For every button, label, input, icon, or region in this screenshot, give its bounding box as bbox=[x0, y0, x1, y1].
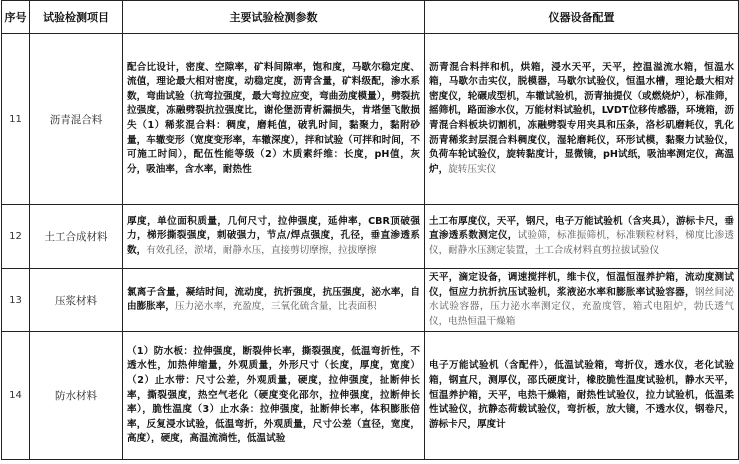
row-item: 压浆材料 bbox=[30, 269, 123, 332]
row-params bbox=[123, 34, 425, 205]
table-row bbox=[2, 269, 739, 332]
row-number: 14 bbox=[2, 332, 30, 460]
row-number: 11 bbox=[2, 34, 30, 205]
equipment-text-light: 旋转压实仪 bbox=[448, 163, 497, 175]
header-params: 主要试验检测参数 bbox=[123, 1, 425, 34]
equipment-text: 沥青混合料拌和机，烘箱，浸水天平，天平，控温溢流水箱，恒温水箱，马歇尔击实仪，脱模器，马歇尔试验仪，恒温水槽，理论最大相对密度仪，轮碾成型机，车辙试验机，沥青抽提仪（或燃烧炉），标准筛，摇筛机，路面渗水仪，万能材料试验机，LVDT位移传感器，环境箱，沥青混合料板块切割机，冻融劈裂专用夹具和压条，洛杉矶磨耗仪，乳化沥青稀浆封层混合料稠度仪，湿轮磨耗仪，环形试模，黏聚力试验仪，负荷车轮试验仪，旋转黏度计，显微镜，pH试纸，吸油率测定仪，高温炉， bbox=[429, 61, 734, 175]
header-item: 试验检测项目 bbox=[30, 1, 123, 34]
params-text-light: 压力泌水率，充盈度，三氧化硫含量，比表面积 bbox=[174, 301, 377, 313]
row-equipment bbox=[425, 205, 739, 269]
row-params bbox=[123, 205, 425, 269]
row-equipment bbox=[425, 332, 739, 460]
row-equipment bbox=[425, 34, 739, 205]
row-item: 沥青混合料 bbox=[30, 34, 123, 205]
table-row bbox=[2, 332, 739, 460]
params-text: 配合比设计，密度、空隙率，矿料间隙率，饱和度，马歇尔稳定度、流值，理论最大相对密度，动稳定度，沥青含量，矿料级配，渗水系数，弯曲试验（抗弯拉强度，最大弯拉应变，弯曲劲度模量），劈裂抗拉强度，冻融劈裂抗拉强度比，谢伦堡沥青析漏损失，肯塔堡飞散损失（1）稀浆混合料：稠度，磨耗值，破乳时间，黏聚力，黏附砂量，车辙变形（宽度变形率，车辙深度），拌和试验（可拌和时间，不可施工时间），配伍性能等级（2）木质素纤维：长度，pH值，灰分，吸油率，含水率，耐热性 bbox=[127, 61, 420, 175]
equipment-text: 土工布厚度仪，天平，钢尺，电子万能试验机（含夹具），游标卡尺，垂直渗透系数测定仪， bbox=[429, 215, 734, 242]
row-item: 防水材料 bbox=[30, 332, 123, 460]
row-equipment bbox=[425, 269, 739, 332]
params-text-light: 有效孔径，淤堵，耐静水压，直接剪切摩擦，拉拔摩擦 bbox=[146, 244, 377, 256]
equipment-text-light: 钢丝间泌水试验容器，压力泌水率测定仪，充盈度管，箱式电阻炉，勃氏透气仪，电热恒温干燥箱 bbox=[429, 286, 735, 327]
equipment-text: 天平，滴定设备，调速搅拌机，维卡仪，恒温恒湿养护箱，流动度测试仪，恒应力抗折抗压试验机，浆液泌水率和膨胀率试验容器， bbox=[429, 272, 734, 298]
row-number: 13 bbox=[2, 269, 30, 332]
params-text: 氯离子含量，凝结时间，流动度，抗折强度，抗压强度，泌水率，自由膨胀率， bbox=[127, 286, 420, 313]
table-row bbox=[2, 34, 739, 205]
params-text: （1）防水板：拉伸强度，断裂伸长率，撕裂强度，低温弯折性，不透水性，加热伸缩量，外观质量，外形尺寸（长度，厚度，宽度）（2）止水带：尺寸公差，外观质量，硬度，拉伸强度，扯断伸长率，撕裂强度，热空气老化（硬度变化邵尔，拉伸强度，拉断伸长率），脆性温度（3）止水条：拉伸强度，扯断伸长率，体积膨胀倍率，反复浸水试验，低温弯折，外观质量，尺寸公差（直径，宽度，高度），硬度，高温流淌性，低温试验 bbox=[127, 345, 420, 445]
header-row bbox=[2, 1, 739, 34]
test-items-table bbox=[1, 0, 739, 460]
row-number: 12 bbox=[2, 205, 30, 269]
row-params bbox=[123, 332, 425, 460]
row-params bbox=[123, 269, 425, 332]
equipment-text-light: 试验筛，标准振筛机，标准颗粒材料，梯度比渗透仪，耐静水压测定装置，土工合成材料直剪拉拔试验仪 bbox=[429, 230, 735, 256]
header-equipment: 仪器设备配置 bbox=[425, 1, 739, 34]
header-no: 序号 bbox=[2, 1, 30, 34]
params-text: 厚度，单位面积质量，几何尺寸，拉伸强度，延伸率，CBR顶破强力，梯形撕裂强度，刺破强力，节点/焊点强度，孔径，垂直渗透系数， bbox=[127, 215, 420, 256]
equipment-text: 电子万能试验机（含配件），低温试验箱，弯折仪，透水仪，老化试验箱，钢直尺，测厚仪，邵氏硬度计，橡胶脆性温度试验机，静水天平，恒温养护箱，天平，电热干燥箱，耐热性试验仪，拉力试验机，低温柔性试验仪，抗静态荷载试验仪，弯折板，放大镜，不透水仪，钢卷尺，游标卡尺，厚度计 bbox=[429, 360, 734, 430]
row-item: 土工合成材料 bbox=[30, 205, 123, 269]
table-row bbox=[2, 205, 739, 269]
